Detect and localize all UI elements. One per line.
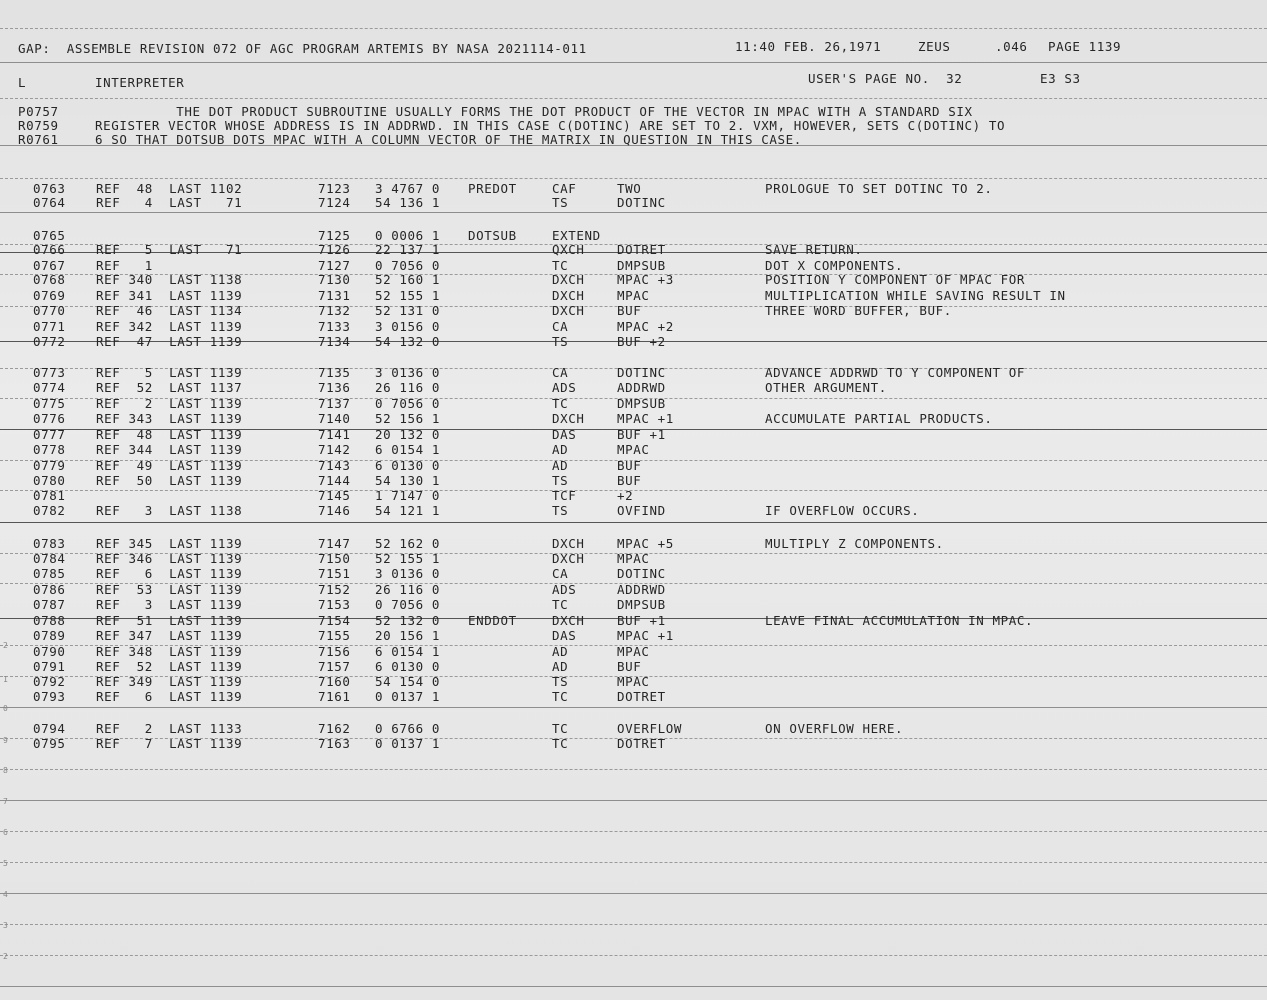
operand: BUF +1 (617, 613, 666, 628)
operand: +2 (617, 488, 634, 503)
margin-mark: 1 (3, 675, 8, 684)
machine-code: 3 4767 0 (375, 181, 441, 196)
ref-column: REF 6 LAST 1139 (96, 689, 243, 704)
operand: BUF (617, 473, 642, 488)
machine-code: 26 116 0 (375, 582, 441, 597)
machine-code: 0 0137 1 (375, 689, 441, 704)
operand: MPAC +1 (617, 411, 674, 426)
ref-column: REF 50 LAST 1139 (96, 473, 243, 488)
operand: DOTINC (617, 195, 666, 210)
comment: ACCUMULATE PARTIAL PRODUCTS. (765, 411, 993, 426)
line-number: 0781 (33, 488, 66, 503)
address: 7163 (318, 736, 351, 751)
line-number: 0788 (33, 613, 66, 628)
margin-mark: 7 (3, 797, 8, 806)
line-number: 0785 (33, 566, 66, 581)
machine-code: 52 131 0 (375, 303, 441, 318)
ref-column: REF 4 LAST 71 (96, 195, 243, 210)
paper-rule (0, 212, 1267, 213)
opcode: TS (552, 473, 569, 488)
address: 7130 (318, 272, 351, 287)
operand: BUF +1 (617, 427, 666, 442)
opcode: ADS (552, 380, 577, 395)
paper-rule (0, 28, 1267, 29)
operand: ADDRWD (617, 380, 666, 395)
paper-rule (0, 62, 1267, 63)
margin-mark: 3 (3, 921, 8, 930)
line-number: 0768 (33, 272, 66, 287)
paper-rule (0, 800, 1267, 801)
ref-column: REF 3 LAST 1138 (96, 503, 243, 518)
line-number: 0766 (33, 242, 66, 257)
machine-code: 52 155 1 (375, 551, 441, 566)
machine-code: 0 7056 0 (375, 258, 441, 273)
intro-line-number: R0761 (18, 132, 59, 147)
ref-column: REF 348 LAST 1139 (96, 644, 243, 659)
line-number: 0790 (33, 644, 66, 659)
opcode: DXCH (552, 303, 585, 318)
line-number: 0794 (33, 721, 66, 736)
page-number: PAGE 1139 (1048, 39, 1122, 54)
address: 7142 (318, 442, 351, 457)
opcode: AD (552, 644, 569, 659)
address: 7126 (318, 242, 351, 257)
intro-line-text: THE DOT PRODUCT SUBROUTINE USUALLY FORMS THE DOT PRODUCT OF THE VECTOR IN MPAC WITH A STANDARD SIX (95, 104, 973, 119)
operand: MPAC +1 (617, 628, 674, 643)
operand: OVFIND (617, 503, 666, 518)
paper-rule (0, 831, 1267, 832)
margin-mark: 9 (3, 736, 8, 745)
machine-code: 6 0154 1 (375, 644, 441, 659)
operand: DMPSUB (617, 258, 666, 273)
opcode: TS (552, 195, 569, 210)
ref-column: REF 344 LAST 1139 (96, 442, 243, 457)
line-number: 0778 (33, 442, 66, 457)
operand: TWO (617, 181, 642, 196)
ref-column: REF 341 LAST 1139 (96, 288, 243, 303)
address: 7145 (318, 488, 351, 503)
line-number: 0779 (33, 458, 66, 473)
operand: MPAC (617, 644, 650, 659)
opcode: CA (552, 319, 569, 334)
machine-code: 54 130 1 (375, 473, 441, 488)
ref-column: REF 2 LAST 1139 (96, 396, 243, 411)
machine-code: 22 137 1 (375, 242, 441, 257)
assembly-code: .046 (995, 39, 1028, 54)
strike-rule (0, 522, 1267, 523)
paper-rule (0, 862, 1267, 863)
opcode: DXCH (552, 551, 585, 566)
comment: POSITION Y COMPONENT OF MPAC FOR (765, 272, 1026, 287)
line-number: 0787 (33, 597, 66, 612)
paper-rule (0, 707, 1267, 708)
comment: THREE WORD BUFFER, BUF. (765, 303, 952, 318)
comment: ADVANCE ADDRWD TO Y COMPONENT OF (765, 365, 1026, 380)
ref-column: REF 347 LAST 1139 (96, 628, 243, 643)
operand: MPAC (617, 442, 650, 457)
operand: DOTRET (617, 242, 666, 257)
assembly-system: ZEUS (918, 39, 951, 54)
address: 7152 (318, 582, 351, 597)
machine-code: 6 0130 0 (375, 659, 441, 674)
address: 7136 (318, 380, 351, 395)
address: 7157 (318, 659, 351, 674)
address: 7123 (318, 181, 351, 196)
machine-code: 6 0130 0 (375, 458, 441, 473)
operand: DMPSUB (617, 396, 666, 411)
line-number: 0792 (33, 674, 66, 689)
line-number: 0769 (33, 288, 66, 303)
opcode: DXCH (552, 272, 585, 287)
label: ENDDOT (468, 613, 517, 628)
machine-code: 3 0136 0 (375, 566, 441, 581)
machine-code: 54 132 0 (375, 334, 441, 349)
ref-column: REF 6 LAST 1139 (96, 566, 243, 581)
address: 7131 (318, 288, 351, 303)
line-number: 0773 (33, 365, 66, 380)
machine-code: 54 136 1 (375, 195, 441, 210)
ref-column: REF 5 LAST 1139 (96, 365, 243, 380)
margin-mark: 8 (3, 766, 8, 775)
ref-column: REF 340 LAST 1138 (96, 272, 243, 287)
address: 7135 (318, 365, 351, 380)
opcode: CA (552, 566, 569, 581)
ref-column: REF 1 (96, 258, 153, 273)
line-number: 0791 (33, 659, 66, 674)
line-number: 0789 (33, 628, 66, 643)
margin-mark: 2 (3, 641, 8, 650)
line-number: 0777 (33, 427, 66, 442)
comment: ON OVERFLOW HERE. (765, 721, 904, 736)
label: PREDOT (468, 181, 517, 196)
machine-code: 20 156 1 (375, 628, 441, 643)
machine-code: 6 0154 1 (375, 442, 441, 457)
address: 7160 (318, 674, 351, 689)
line-number: 0783 (33, 536, 66, 551)
address: 7144 (318, 473, 351, 488)
opcode: ADS (552, 582, 577, 597)
opcode: TC (552, 736, 569, 751)
operand: MPAC +3 (617, 272, 674, 287)
machine-code: 54 154 0 (375, 674, 441, 689)
operand: MPAC +5 (617, 536, 674, 551)
line-number: 0793 (33, 689, 66, 704)
operand: BUF +2 (617, 334, 666, 349)
ref-column: REF 51 LAST 1139 (96, 613, 243, 628)
opcode: DXCH (552, 613, 585, 628)
operand: BUF (617, 659, 642, 674)
paper-rule (0, 986, 1267, 987)
machine-code: 26 116 0 (375, 380, 441, 395)
paper-rule (0, 769, 1267, 770)
operand: BUF (617, 303, 642, 318)
ref-column: REF 3 LAST 1139 (96, 597, 243, 612)
opcode: TS (552, 503, 569, 518)
opcode: TC (552, 689, 569, 704)
opcode: DXCH (552, 536, 585, 551)
opcode: CAF (552, 181, 577, 196)
ref-column: REF 53 LAST 1139 (96, 582, 243, 597)
comment: OTHER ARGUMENT. (765, 380, 887, 395)
address: 7155 (318, 628, 351, 643)
machine-code: 0 6766 0 (375, 721, 441, 736)
machine-code: 0 7056 0 (375, 597, 441, 612)
opcode: TS (552, 334, 569, 349)
assembly-title: GAP: ASSEMBLE REVISION 072 OF AGC PROGRAM ARTEMIS BY NASA 2021114-011 (18, 41, 587, 56)
opcode: TC (552, 258, 569, 273)
opcode: AD (552, 442, 569, 457)
address: 7162 (318, 721, 351, 736)
address: 7161 (318, 689, 351, 704)
operand: MPAC (617, 674, 650, 689)
line-number: 0770 (33, 303, 66, 318)
users-page: USER'S PAGE NO. 32 (808, 71, 963, 86)
line-number: 0784 (33, 551, 66, 566)
address: 7150 (318, 551, 351, 566)
opcode: TC (552, 597, 569, 612)
address: 7151 (318, 566, 351, 581)
opcode: TC (552, 721, 569, 736)
ref-column: REF 342 LAST 1139 (96, 319, 243, 334)
comment: PROLOGUE TO SET DOTINC TO 2. (765, 181, 993, 196)
machine-code: 1 7147 0 (375, 488, 441, 503)
address: 7140 (318, 411, 351, 426)
paper-rule (0, 98, 1267, 99)
comment: DOT X COMPONENTS. (765, 258, 904, 273)
line-number: 0771 (33, 319, 66, 334)
ref-column: REF 5 LAST 71 (96, 242, 243, 257)
ref-column: REF 48 LAST 1139 (96, 427, 243, 442)
opcode: DXCH (552, 411, 585, 426)
machine-code: 52 160 1 (375, 272, 441, 287)
address: 7141 (318, 427, 351, 442)
label: DOTSUB (468, 228, 517, 243)
line-number: 0776 (33, 411, 66, 426)
paper-rule (0, 924, 1267, 925)
ref-column: REF 48 LAST 1102 (96, 181, 243, 196)
address: 7132 (318, 303, 351, 318)
paper-rule (0, 178, 1267, 179)
paper-rule (0, 955, 1267, 956)
section-name: INTERPRETER (95, 75, 185, 90)
line-number: 0786 (33, 582, 66, 597)
operand: DOTRET (617, 689, 666, 704)
opcode: DAS (552, 628, 577, 643)
address: 7134 (318, 334, 351, 349)
machine-code: 20 132 0 (375, 427, 441, 442)
ref-column: REF 47 LAST 1139 (96, 334, 243, 349)
ref-column: REF 49 LAST 1139 (96, 458, 243, 473)
operand: MPAC +2 (617, 319, 674, 334)
machine-code: 54 121 1 (375, 503, 441, 518)
operand: BUF (617, 458, 642, 473)
machine-code: 3 0136 0 (375, 365, 441, 380)
operand: OVERFLOW (617, 721, 683, 736)
paper-rule (0, 490, 1267, 491)
opcode: CA (552, 365, 569, 380)
intro-line-text: REGISTER VECTOR WHOSE ADDRESS IS IN ADDRWD. IN THIS CASE C(DOTINC) ARE SET TO 2. VXM, HOWEVER, SETS C(DOTINC) TO (95, 118, 1006, 133)
users-page-code: E3 S3 (1040, 71, 1081, 86)
address: 7146 (318, 503, 351, 518)
operand: ADDRWD (617, 582, 666, 597)
machine-code: 0 0006 1 (375, 228, 441, 243)
line-number: 0764 (33, 195, 66, 210)
comment: IF OVERFLOW OCCURS. (765, 503, 920, 518)
ref-column: REF 2 LAST 1133 (96, 721, 243, 736)
ref-column: REF 7 LAST 1139 (96, 736, 243, 751)
ref-column: REF 346 LAST 1139 (96, 551, 243, 566)
address: 7147 (318, 536, 351, 551)
machine-code: 52 155 1 (375, 288, 441, 303)
ref-column: REF 52 LAST 1137 (96, 380, 243, 395)
operand: DOTINC (617, 365, 666, 380)
line-number: 0763 (33, 181, 66, 196)
comment: MULTIPLICATION WHILE SAVING RESULT IN (765, 288, 1066, 303)
opcode: QXCH (552, 242, 585, 257)
machine-code: 52 156 1 (375, 411, 441, 426)
machine-code: 0 0137 1 (375, 736, 441, 751)
margin-mark: 2 (3, 952, 8, 961)
machine-code: 52 162 0 (375, 536, 441, 551)
operand: MPAC (617, 551, 650, 566)
address: 7125 (318, 228, 351, 243)
opcode: DAS (552, 427, 577, 442)
line-number: 0782 (33, 503, 66, 518)
line-number: 0765 (33, 228, 66, 243)
opcode: TCF (552, 488, 577, 503)
opcode: EXTEND (552, 228, 601, 243)
operand: DMPSUB (617, 597, 666, 612)
paper-rule (0, 893, 1267, 894)
ref-column: REF 345 LAST 1139 (96, 536, 243, 551)
address: 7127 (318, 258, 351, 273)
margin-mark: 0 (3, 704, 8, 713)
address: 7153 (318, 597, 351, 612)
address: 7154 (318, 613, 351, 628)
section-letter: L (18, 75, 27, 90)
ref-column: REF 343 LAST 1139 (96, 411, 243, 426)
comment: LEAVE FINAL ACCUMULATION IN MPAC. (765, 613, 1034, 628)
line-number: 0795 (33, 736, 66, 751)
line-number: 0780 (33, 473, 66, 488)
operand: DOTRET (617, 736, 666, 751)
margin-mark: 5 (3, 859, 8, 868)
ref-column: REF 349 LAST 1139 (96, 674, 243, 689)
comment: MULTIPLY Z COMPONENTS. (765, 536, 944, 551)
opcode: TS (552, 674, 569, 689)
operand: MPAC (617, 288, 650, 303)
opcode: DXCH (552, 288, 585, 303)
intro-line-number: P0757 (18, 104, 59, 119)
comment: SAVE RETURN. (765, 242, 863, 257)
margin-mark: 6 (3, 828, 8, 837)
line-number: 0774 (33, 380, 66, 395)
intro-line-text: 6 SO THAT DOTSUB DOTS MPAC WITH A COLUMN VECTOR OF THE MATRIX IN QUESTION IN THIS CASE. (95, 132, 802, 147)
machine-code: 0 7056 0 (375, 396, 441, 411)
opcode: AD (552, 659, 569, 674)
machine-code: 3 0156 0 (375, 319, 441, 334)
address: 7143 (318, 458, 351, 473)
machine-code: 52 132 0 (375, 613, 441, 628)
ref-column: REF 52 LAST 1139 (96, 659, 243, 674)
address: 7124 (318, 195, 351, 210)
address: 7133 (318, 319, 351, 334)
line-number: 0772 (33, 334, 66, 349)
address: 7137 (318, 396, 351, 411)
margin-mark: 4 (3, 890, 8, 899)
opcode: TC (552, 396, 569, 411)
ref-column: REF 46 LAST 1134 (96, 303, 243, 318)
intro-line-number: R0759 (18, 118, 59, 133)
address: 7156 (318, 644, 351, 659)
line-number: 0767 (33, 258, 66, 273)
assembly-datetime: 11:40 FEB. 26,1971 (735, 39, 882, 54)
opcode: AD (552, 458, 569, 473)
operand: DOTINC (617, 566, 666, 581)
line-number: 0775 (33, 396, 66, 411)
